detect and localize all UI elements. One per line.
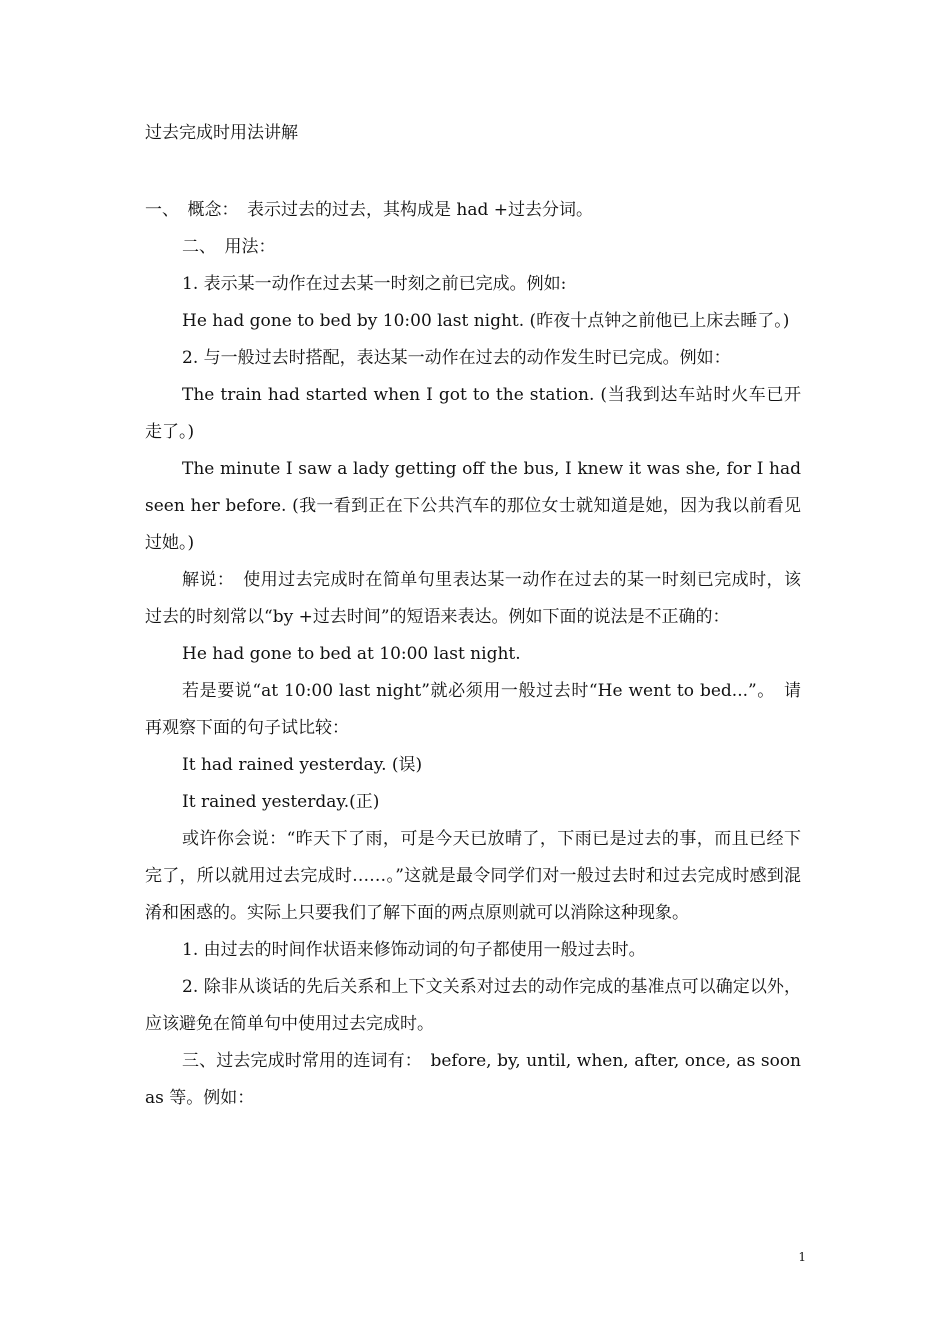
example-sentence-2: The train had started when I got to the station. (当我到达车站时火车已开走了。) — [145, 385, 801, 442]
conjunctions-section: 三、过去完成时常用的连词有： before, by, until, when, after, once, as soon as 等。例如： — [145, 1051, 801, 1108]
principle-1: 1. 由过去的时间作状语来修饰动词的句子都使用一般过去时。 — [182, 940, 646, 960]
correct-example: It rained yesterday.(正) — [182, 792, 380, 812]
section-concept: 一、 概念： 表示过去的过去，其构成是 had +过去分词。 — [145, 200, 594, 220]
section-usage-heading: 二、 用法： — [182, 237, 276, 257]
document-body — [145, 192, 801, 1117]
wrong-example: It had rained yesterday. (误) — [182, 755, 423, 775]
example-sentence-3: The minute I saw a lady getting off the bus, I knew it was she, for I had seen her before. (我一看到正在下公共汽车的那位女士就知道是她，因为我以前看见过她。) — [145, 459, 801, 553]
example-sentence-1: He had gone to bed by 10:00 last night. (昨夜十点钟之前他已上床去睡了。) — [182, 311, 790, 331]
comparison-intro: 若是要说“at 10:00 last night”就必须用一般过去时“He went to bed...”。 请再观察下面的句子试比较： — [145, 681, 801, 738]
incorrect-example: He had gone to bed at 10:00 last night. — [182, 644, 521, 664]
explanation-paragraph: 解说： 使用过去完成时在简单句里表达某一动作在过去的某一时刻已完成时，该过去的时刻常以“by +过去时间”的短语来表达。例如下面的说法是不正确的： — [145, 570, 801, 627]
confusion-explanation: 或许你会说：“昨天下了雨，可是今天已放晴了，下雨已是过去的事，而且已经下完了，所以就用过去完成时……。”这就是最令同学们对一般过去时和过去完成时感到混淆和困惑的。实际上只要我们了解下面的两点原则就可以消除这种现象。 — [145, 829, 801, 923]
usage-point-2: 2. 与一般过去时搭配，表达某一动作在过去的动作发生时已完成。例如： — [182, 348, 731, 368]
document-title: 过去完成时用法讲解 — [145, 123, 298, 143]
usage-point-1: 1. 表示某一动作在过去某一时刻之前已完成。例如: — [182, 274, 567, 294]
principle-2: 2. 除非从谈话的先后关系和上下文关系对过去的动作完成的基准点可以确定以外，应该避免在简单句中使用过去完成时。 — [145, 977, 801, 1034]
page-number: 1 — [798, 1250, 806, 1264]
